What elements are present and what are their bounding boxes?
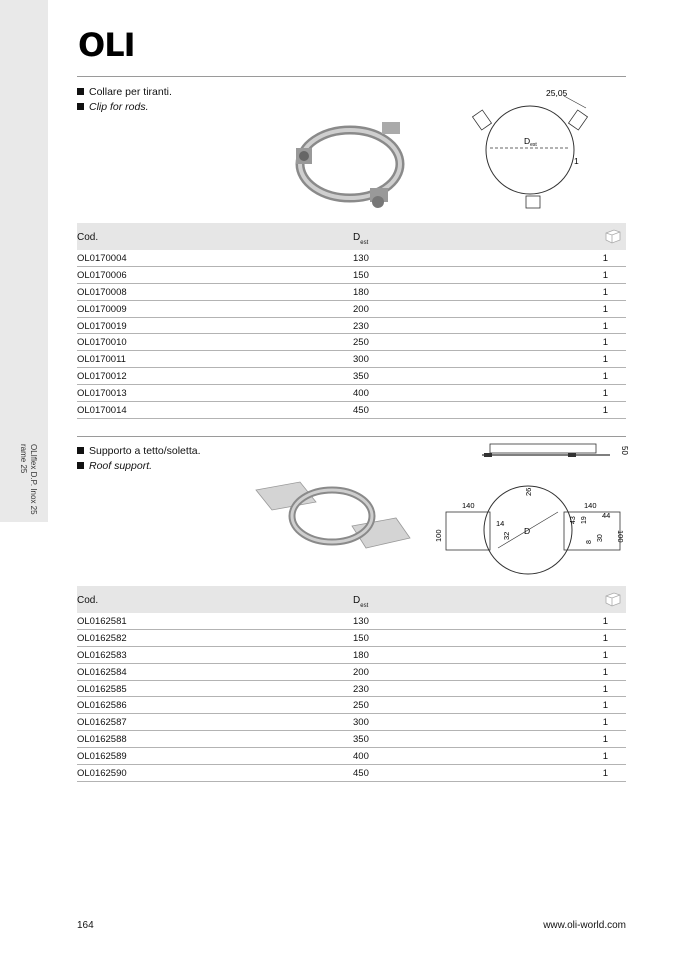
section1-title-it: Collare per tiranti. [89, 86, 172, 98]
row-code: OL0162590 [77, 768, 127, 780]
row-quantity: 1 [602, 388, 608, 400]
website-url: www.oli-world.com [543, 920, 626, 931]
row-code: OL0170011 [77, 354, 126, 366]
roof-support-top-drawing [480, 440, 630, 462]
row-code: OL0170014 [77, 405, 127, 417]
row-diameter: 150 [353, 269, 369, 281]
row-diameter: 450 [353, 405, 369, 417]
divider [77, 436, 626, 437]
table-row [77, 630, 626, 647]
table-row [77, 351, 626, 368]
clip-technical-drawing [468, 84, 618, 214]
row-code: OL0162587 [77, 717, 127, 729]
row-quantity: 1 [602, 320, 608, 332]
divider [77, 76, 626, 77]
dim-43: 43 [570, 516, 577, 524]
row-diameter: 150 [353, 632, 369, 644]
row-code: OL0162585 [77, 683, 127, 695]
table-row [77, 748, 626, 765]
row-code: OL0170006 [77, 269, 127, 281]
row-quantity: 1 [602, 734, 608, 746]
section2-title-it: Supporto a tetto/soletta. [89, 445, 201, 457]
row-quantity: 1 [602, 768, 608, 780]
row-diameter: 350 [353, 734, 369, 746]
table-row [77, 681, 626, 698]
table-row [77, 402, 626, 419]
row-code: OL0170008 [77, 286, 127, 298]
clip-dim-top: 25,05 [546, 88, 568, 98]
dim-50: 50 [620, 446, 629, 455]
roof-support-plan-drawing [432, 478, 628, 582]
row-diameter: 230 [353, 683, 369, 695]
row-code: OL0170013 [77, 388, 127, 400]
row-diameter: 200 [353, 666, 369, 678]
table-header [77, 586, 626, 613]
table-row [77, 301, 626, 318]
table-row [77, 714, 626, 731]
section1-title-en: Clip for rods. [89, 101, 149, 113]
table-row [77, 664, 626, 681]
page-number: 164 [77, 920, 94, 931]
section2-table [77, 586, 626, 782]
table-row [77, 765, 626, 782]
row-quantity: 1 [602, 303, 608, 315]
table-header [77, 223, 626, 250]
row-quantity: 1 [602, 649, 608, 661]
dim-8: 8 [586, 540, 593, 544]
dim-30: 30 [597, 534, 604, 542]
row-quantity: 1 [602, 751, 608, 763]
row-code: OL0162586 [77, 700, 127, 712]
row-diameter: 230 [353, 320, 369, 332]
header-code: Cod. [77, 595, 99, 606]
row-quantity: 1 [602, 632, 608, 644]
row-diameter: 450 [353, 768, 369, 780]
section1-title [77, 85, 172, 115]
table-row [77, 368, 626, 385]
row-diameter: 300 [353, 717, 369, 729]
row-code: OL0170012 [77, 371, 127, 383]
dim-100-right: 100 [616, 530, 625, 543]
row-diameter: 180 [353, 286, 369, 298]
dim-14: 14 [496, 519, 505, 528]
table-row [77, 731, 626, 748]
section2-title-en: Roof support. [89, 460, 153, 472]
table-row [77, 318, 626, 335]
header-diameter: $D_{est}$ [353, 595, 369, 609]
row-quantity: 1 [602, 405, 608, 417]
row-quantity: 1 [602, 616, 608, 627]
dim-26: 26 [524, 487, 533, 496]
brand-logo: OLI [78, 26, 135, 64]
row-quantity: 1 [602, 666, 608, 678]
section1-table [77, 223, 626, 419]
row-code: OL0170004 [77, 253, 127, 264]
row-diameter: 250 [353, 700, 369, 712]
header-code: Cod. [77, 232, 99, 243]
row-diameter: 300 [353, 354, 369, 366]
clip-product-photo [278, 112, 418, 220]
row-code: OL0170019 [77, 320, 127, 332]
clip-d-label: $D_{est}$ [524, 136, 537, 148]
row-code: OL0162582 [77, 632, 127, 644]
row-diameter: 200 [353, 303, 369, 315]
row-code: OL0162583 [77, 649, 127, 661]
table-row [77, 613, 626, 630]
dim-140-right: 140 [584, 501, 597, 510]
table-row [77, 334, 626, 351]
package-icon [604, 228, 622, 244]
row-diameter: 130 [353, 616, 369, 627]
roof-support-product-photo [252, 478, 412, 560]
row-quantity: 1 [602, 683, 608, 695]
row-diameter: 250 [353, 337, 369, 349]
section2-title [77, 444, 201, 474]
dim-32: 32 [502, 531, 511, 540]
row-diameter: 400 [353, 751, 369, 763]
sidebar-label: OLIflex D.P. Inox 25 rame 25 [19, 444, 38, 515]
header-diameter: $D_{est}$ [353, 232, 369, 246]
row-quantity: 1 [602, 253, 608, 264]
dim-19: 19 [581, 516, 588, 524]
row-code: OL0162581 [77, 616, 127, 627]
row-diameter: 400 [353, 388, 369, 400]
package-icon [604, 591, 622, 607]
table-row [77, 647, 626, 664]
table-row [77, 284, 626, 301]
row-diameter: 350 [353, 371, 369, 383]
row-code: OL0162588 [77, 734, 127, 746]
row-quantity: 1 [602, 700, 608, 712]
row-quantity: 1 [602, 371, 608, 383]
row-quantity: 1 [602, 337, 608, 349]
dim-100-left: 100 [434, 529, 443, 542]
row-quantity: 1 [602, 354, 608, 366]
table-row [77, 267, 626, 284]
table-row [77, 250, 626, 267]
row-quantity: 1 [602, 286, 608, 298]
dim-140-left: 140 [462, 501, 475, 510]
row-diameter: 180 [353, 649, 369, 661]
row-quantity: 1 [602, 717, 608, 729]
table-row [77, 385, 626, 402]
row-code: OL0170010 [77, 337, 127, 349]
row-code: OL0170009 [77, 303, 127, 315]
table-row [77, 697, 626, 714]
dim-d: D [524, 526, 531, 536]
row-quantity: 1 [602, 269, 608, 281]
dim-44: 44 [602, 511, 611, 520]
clip-dim-side: 1 [574, 156, 579, 166]
row-code: OL0162584 [77, 666, 127, 678]
row-diameter: 130 [353, 253, 369, 264]
row-code: OL0162589 [77, 751, 127, 763]
